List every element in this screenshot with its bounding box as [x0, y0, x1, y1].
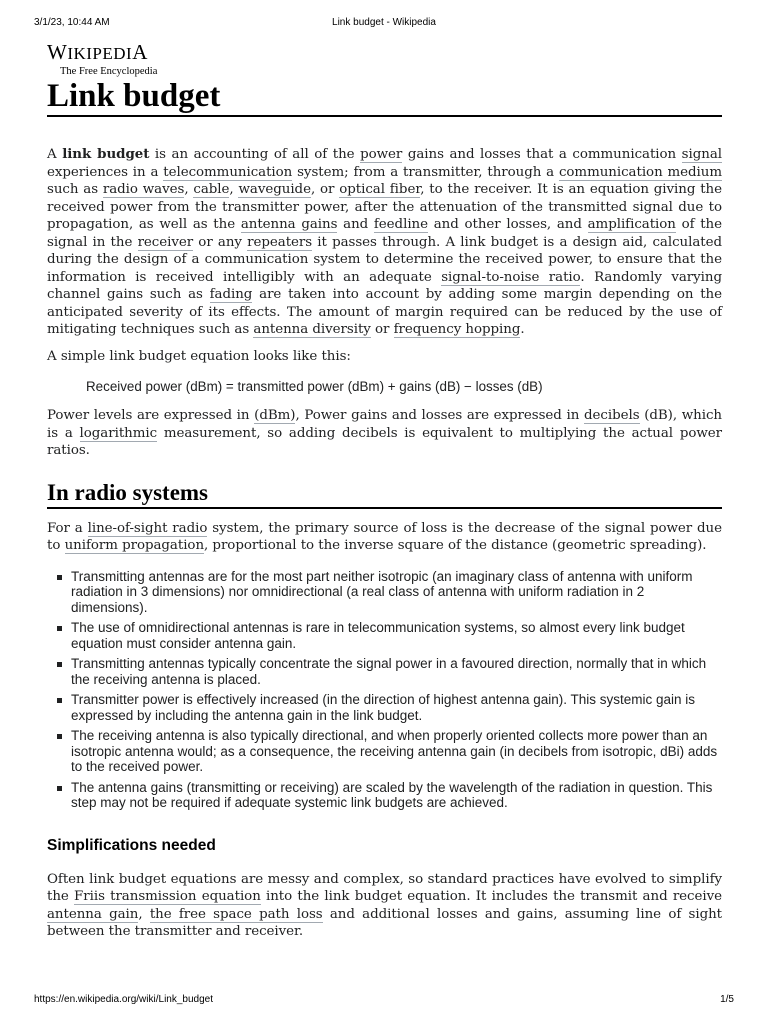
link-antenna-gains[interactable]: antenna gains [240, 217, 338, 232]
link-free-space-path-loss[interactable]: the free space path loss [149, 906, 323, 922]
radio-systems-paragraph: For a line-of-sight radio system, the primary source of loss is the decrease of the signal power due to uniform propagation, proportional to the inverse square of the distance (geometric spreading). [47, 520, 723, 553]
link-signal[interactable]: signal [681, 147, 722, 162]
link-antenna-gain[interactable]: antenna gain [47, 906, 139, 922]
link-amplification[interactable]: amplification [587, 217, 676, 232]
bullet-icon [57, 662, 62, 667]
term-link-budget: link budget [62, 146, 150, 162]
link-communication-medium[interactable]: communication medium [558, 164, 722, 180]
bullet-icon [57, 786, 62, 791]
print-footer [34, 994, 734, 1008]
print-page-number: 1/5 [720, 994, 734, 1005]
link-signal-to-noise-ratio[interactable]: signal-to-noise ratio [441, 269, 581, 285]
link-waveguide[interactable]: waveguide [238, 182, 311, 197]
bullet-icon [57, 734, 62, 739]
link-repeaters[interactable]: repeaters [247, 234, 313, 250]
link-decibels[interactable]: decibels [583, 408, 640, 423]
simple-equation-intro: A simple link budget equation looks like this: [47, 348, 351, 364]
link-dbm[interactable]: (dBm) [254, 408, 296, 423]
link-feedline[interactable]: feedline [373, 217, 428, 232]
section-heading-radio-systems: In radio systems [47, 480, 722, 509]
link-logarithmic[interactable]: logarithmic [79, 425, 158, 441]
bullet-icon [57, 698, 62, 703]
logo-tagline: The Free Encyclopedia [60, 66, 158, 77]
page-title: Link budget [47, 78, 722, 117]
list-item: Transmitting antennas typically concentrate the signal power in a favoured direction, normally that in which the receiving antenna is placed. [47, 656, 722, 687]
link-budget-equation: Received power (dBm) = transmitted power (dBm) + gains (dB) − losses (dB) [86, 379, 543, 394]
radio-systems-list [47, 569, 722, 811]
print-header [34, 17, 734, 31]
print-url: https://en.wikipedia.org/wiki/Link_budget [34, 994, 213, 1005]
wikipedia-logo[interactable] [47, 40, 722, 78]
intro-paragraph: A link budget is an accounting of all of the power gains and losses that a communication signal experiences in a telecommunication system; from a transmitter, through a communication medium such as radio waves, cable, waveguide, or optical fiber, to the receiver. It is an equation giving the received power from the transmitter power, after the attenuation of the transmitted signal due to propagation, as well as the antenna gains and feedline and other losses, and amplification of the signal in the receiver or any repeaters it passes through. A link budget is a design aid, calculated during the design of a communication system to determine the received power, to ensure that the information is received intelligibly with an adequate signal-to-noise ratio. Randomly varying channel gains such as fading are taken into account by adding some margin depending on the anticipated severity of its effects. The amount of margin required can be reduced by the use of mitigating techniques such as antenna diversity or frequency hopping. [47, 146, 722, 337]
article-page [47, 40, 722, 941]
simplifications-paragraph: Often link budget equations are messy and complex, so standard practices have evolved to simplify the Friis transmission equation into the link budget equation. It includes the transmit and receive antenna gain, the free space path loss and additional losses and gains, assuming line of sight between the transmitter and receiver. [47, 871, 722, 939]
link-line-of-sight[interactable]: line-of-sight radio [87, 520, 208, 536]
link-power[interactable]: power [360, 147, 403, 162]
link-friis-equation[interactable]: Friis transmission equation [74, 889, 261, 904]
print-doc-title: Link budget - Wikipedia [332, 17, 436, 28]
link-receiver[interactable]: receiver [137, 234, 194, 250]
power-levels-paragraph: Power levels are expressed in (dBm), Power gains and losses are expressed in decibels (dB), which is a logarithmic measurement, so adding decibels is equivalent to multiplying the actual power ratios. [47, 408, 722, 458]
link-antenna-diversity[interactable]: antenna diversity [253, 322, 371, 337]
logo-wordmark: WIKIPEDIA [47, 40, 148, 64]
link-telecommunication[interactable]: telecommunication [163, 164, 293, 180]
list-item: The use of omnidirectional antennas is rare in telecommunication systems, so almost every link budget equation must consider antenna gain. [47, 620, 722, 651]
print-datetime: 3/1/23, 10:44 AM [34, 17, 110, 28]
link-fading[interactable]: fading [209, 287, 253, 302]
list-item: The antenna gains (transmitting or receiving) are scaled by the wavelength of the radiation in question. This step may not be required if adequate systemic link budgets are achieved. [47, 780, 722, 811]
link-optical-fiber[interactable]: optical fiber [339, 182, 421, 197]
bullet-icon [57, 626, 62, 631]
list-item: Transmitter power is effectively increased (in the direction of highest antenna gain). This systemic gain is expressed by including the antenna gain in the link budget. [47, 692, 722, 723]
link-cable[interactable]: cable [193, 182, 230, 197]
link-frequency-hopping[interactable]: frequency hopping [393, 322, 521, 337]
bullet-icon [57, 575, 62, 580]
link-uniform-propagation[interactable]: uniform propagation [64, 538, 205, 553]
list-item: Transmitting antennas are for the most part neither isotropic (an imaginary class of antenna with uniform radiation in 3 dimensions) nor omnidirectional (a real class of antenna with uniform radiation in 2 dimensions). [47, 569, 722, 616]
link-radio-waves[interactable]: radio waves [102, 182, 185, 197]
section-heading-simplifications: Simplifications needed [47, 836, 216, 854]
list-item: The receiving antenna is also typically directional, and when properly oriented collects more power than an isotropic antenna would; as a consequence, the receiving antenna gain (in decibels from isotropic, dBi) adds to the received power. [47, 728, 722, 775]
